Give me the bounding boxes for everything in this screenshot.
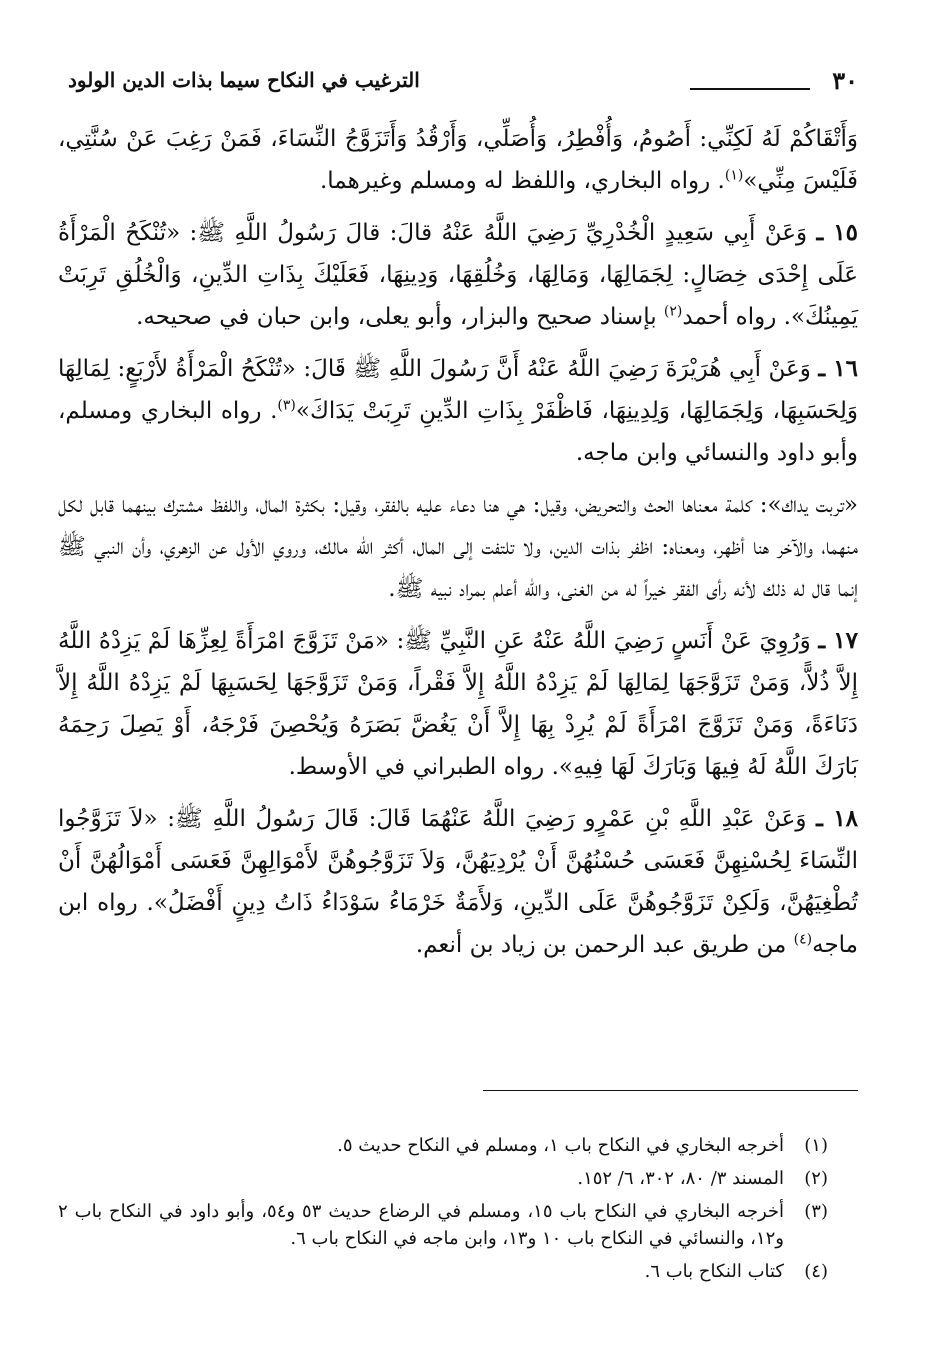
hadith-source: . رواه البخاري، واللفظ له ومسلم وغيرهما. [319, 168, 725, 194]
footnotes [58, 1132, 828, 1291]
hadith-17 [58, 620, 858, 788]
footnote-item [58, 1258, 828, 1285]
commentary-paragraph [58, 484, 858, 610]
footnote-separator [483, 1090, 858, 1091]
hadith-number: ١٥ ـ [816, 219, 859, 246]
hadith-text: وَعَنْ أَبِي سَعِيدٍ الْخُدْرِيِّ رَضِيَ اللَّهُ عَنْهُ قالَ: قالَ رَسُولُ اللَّهِ ﷺ: «تُنْكَحُ الْمَرْأَةُ عَلَى إِحْدَى خِصَالٍ: لِجَمَالِهَا، وَمَالِهَا، وَخُلُقِهَا، وَدِينِهَا، فَعَلَيْكَ بِذَاتِ الدِّينِ، وَالْخُلُقِ تَرِبَتْ يَمِينُكَ». رواه أحمد [58, 220, 858, 330]
footnote-ref: (٣) [277, 397, 296, 414]
hadith-number: ١٨ ـ [816, 805, 859, 832]
hadith-16 [58, 348, 858, 474]
footnote-ref: (٤) [793, 931, 813, 948]
footnote-text: كتاب النكاح باب ٦. [644, 1261, 784, 1282]
footnote-ref: (٢) [663, 303, 683, 320]
hadith-text: وَأَتْقَاكُمْ لَهُ لَكِنِّي: أَصُومُ، وَأُفْطِرُ، وَأُصَلِّي، وَأَرْقُدُ وَأَتَزَوَّجُ النِّسَاءَ، فَمَنْ رَغِبَ عَنْ سُنَّتِي، فَلَيْسَ مِنِّي» [58, 126, 858, 194]
footnote-text: أخرجه البخاري في النكاح باب ١٥، ومسلم في الرضاع حديث ٥٣ و٥٤، وأبو داود في النكاح باب ٢ و١٢، والنسائي في النكاح باب ١٠ و١٣، وابن ماجه في النكاح باب ٦. [58, 1201, 785, 1249]
main-text [58, 118, 858, 976]
paragraph-continuation [58, 118, 858, 202]
hadith-18 [58, 798, 858, 966]
footnote-number: (١) [804, 1135, 828, 1156]
hadith-number: ١٦ ـ [818, 355, 859, 382]
footnote-number: (٢) [804, 1168, 828, 1189]
running-title: الترغيب في النكاح سيما بذات الدين الولود [68, 68, 420, 92]
footnote-item [58, 1165, 828, 1192]
hadith-text: وَعَنْ عَبْدِ اللَّهِ بْنِ عَمْرٍو رَضِيَ اللَّهُ عَنْهُمَا قَالَ: قَالَ رَسُولُ اللَّهِ ﷺ: «لاَ تَزَوَّجُوا النِّسَاءَ لِحُسْنِهِنَّ فَعَسَى حُسْنُهُنَّ أَنْ يُرْدِيَهُنَّ، وَلاَ تَزَوَّجُوهُنَّ لأَمْوَالِهِنَّ فَعَسَى أَمْوَالُهُنَّ أَنْ تُطْغِيَهُنَّ، وَلَكِنْ تَزَوَّجُوهُنَّ عَلَى الدِّينِ، وَلأَمَةٌ خَرْمَاءُ سَوْدَاءُ ذَاتُ دِينٍ أَفْضَلُ». رواه ابن ماجه [58, 806, 858, 958]
page-number: ٣٠ [832, 66, 858, 95]
hadith-text: وَرُوِيَ عَنْ أَنَسٍ رَضِيَ اللَّهُ عَنْهُ عَنِ النَّبِيِّ ﷺ: «مَنْ تَزَوَّجَ امْرَأَةً لِعِزِّهَا لَمْ يَزِدْهُ اللَّهُ إِلاَّ ذُلاًّ، وَمَنْ تَزَوَّجَهَا لِمَالِهَا لَمْ يَزِدْهُ اللَّهُ إِلاَّ فَقْراً، وَمَنْ تَزَوَّجَهَا لِحَسَبِهَا لَمْ يَزِدْهُ اللَّهُ إِلاَّ دَنَاءَةً، وَمَنْ تَزَوَّجَ امْرَأَةً لَمْ يُرِدْ بِهَا إِلاَّ أَنْ يَغُضَّ بَصَرَهُ وَيُحْصِنَ فَرْجَهُ، أَوْ يَصِلَ رَحِمَهُ بَارَكَ اللَّهُ لَهُ فِيهَا وَبَارَكَ لَهَا فِيهِ». رواه الطبراني في الأوسط. [58, 628, 858, 780]
footnote-text: أخرجه البخاري في النكاح باب ١، ومسلم في النكاح حديث ٥. [337, 1135, 784, 1156]
hadith-text: وَعَنْ أَبِي هُرَيْرَةَ رَضِيَ اللَّهُ عَنْهُ أَنَّ رَسُولَ اللَّهِ ﷺ قَالَ: «تُنْكَحُ الْمَرْأَةُ لأَرْبَعٍ: لِمَالِهَا وَلِحَسَبِهَا، وَلِجَمَالِهَا، وَلِدِينِهَا، فَاظْفَرْ بِذَاتِ الدِّينِ تَرِبَتْ يَدَاكَ» [58, 356, 858, 424]
footnote-item [58, 1132, 828, 1159]
commentary-text: «تربت يداك»: كلمة معناها الحث والتحريض، وقيل: هي هنا دعاء عليه بالفقر، وقيل: بكثرة المال، واللفظ مشترك بينهما قابل لكل منهما، والآخر هنا أظهر، ومعناه: اظفر بذات الدين، ولا تلتفت إلى المال، أكثر الله مالك، وروي الأول عن الزهري، وأن النبي ﷺ إنما قال له ذلك لأنه رأى الفقر خيراً له من الغنى، والله أعلم بمراد نبيه ﷺ. [58, 492, 858, 602]
page-header [58, 60, 858, 100]
header-rule [690, 88, 810, 90]
footnote-item [58, 1198, 828, 1252]
footnote-number: (٣) [804, 1201, 828, 1222]
hadith-source: بإسناد صحيح والبزار، وأبو يعلى، وابن حبان في صحيحه. [136, 304, 664, 330]
hadith-15 [58, 212, 858, 338]
footnote-ref: (١) [724, 167, 744, 184]
footnote-number: (٤) [804, 1261, 828, 1282]
hadith-source: من طريق عبد الرحمن بن زياد بن أنعم. [415, 932, 794, 958]
hadith-number: ١٧ ـ [818, 627, 858, 654]
footnote-text: المسند ٣/ ٨٠، ٣٠٢، ٦/ ١٥٢. [577, 1168, 784, 1189]
hadith-source: . رواه البخاري ومسلم، وأبو داود والنسائي وابن ماجه. [58, 398, 858, 466]
